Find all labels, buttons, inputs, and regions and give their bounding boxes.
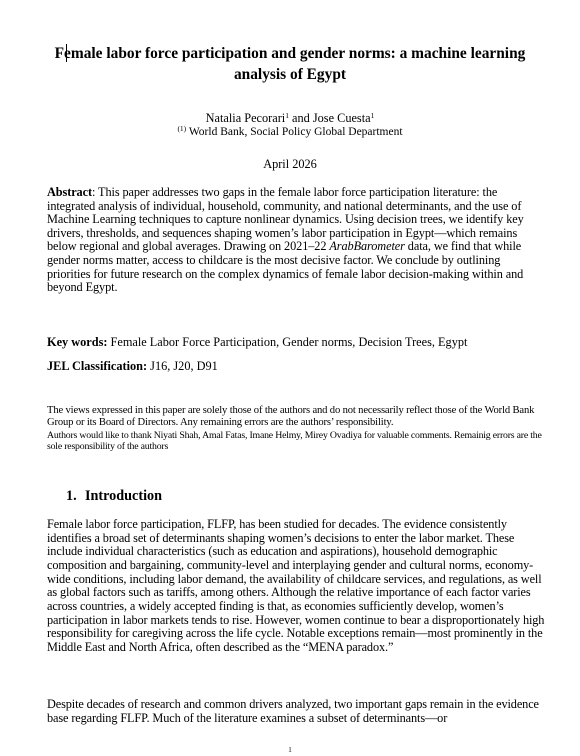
abstract-label: Abstract	[47, 185, 92, 199]
paper-date: April 2026	[263, 157, 317, 171]
page-number: 1	[288, 746, 292, 754]
section-number: 1.	[66, 488, 77, 504]
author-name: Jose Cuesta	[312, 111, 371, 125]
abstract-dataset-name: ArabBarometer	[329, 239, 405, 254]
keywords	[47, 335, 467, 350]
author-conjunction: and	[288, 111, 313, 125]
disclaimer: The views expressed in this paper are solely those of the authors and do not necessarily reflect those of the World Bank Group or its Board of Directors. Any remaining errors are the authors’ responsibility.	[47, 405, 535, 428]
section-title: Introduction	[85, 488, 162, 504]
acknowledgment: Authors would like to thank Niyati Shah, Amal Fatas, Imane Helmy, Mirey Ovadiya for valuable comments. Remainig errors are the sole responsibility of the authors	[47, 430, 542, 452]
author-line	[0, 111, 580, 126]
section-heading	[66, 488, 162, 505]
jel-label: JEL Classification:	[47, 359, 148, 373]
abstract	[47, 186, 533, 295]
abstract-text: data, we find that while gender norms matter, access to childcare is the most decisive factor. We conclude by outlining priorities for future research on the complex dynamics of female labor decision-making within and beyond Egypt.	[47, 239, 524, 295]
abstract-text: : This paper addresses two gaps in the female labor force participation literature: the integrated analysis of individual, household, community, and national determinants, and the use of Machine Learning techniques to capture nonlinear dynamics. Using decision trees, we identify key drivers, thresholds, and sequences shaping women’s labor participation in Egypt—which remains below regional and global averages. Drawing on 2021–22	[47, 185, 524, 254]
author-name: Natalia Pecorari	[205, 111, 286, 125]
keywords-text: Female Labor Force Participation, Gender norms, Decision Trees, Egypt	[107, 335, 468, 349]
keywords-label: Key words:	[47, 335, 108, 349]
affiliation-marker: 1	[285, 111, 289, 120]
affiliation-text: World Bank, Social Policy Global Department	[186, 126, 403, 138]
body-paragraph: Female labor force participation, FLFP, has been studied for decades. The evidence consistently identifies a broad set of determinants shaping women’s decisions to enter the labor market. These include individual characteristics (such as education and aspirations), household demographic composition and bargaining, community-level and interplaying gender and cultural norms, economy-wide conditions, including labor demand, the availability of childcare services, and regulations, as well as global factors such as tariffs, among others. Although the relative importance of each factor varies across countries, a widely accepted finding is that, as economies sufficiently develop, women’s participation in labor markets tends to rise. However, women continue to bear a disproportionately high responsibility for caregiving across the life cycle. Notable exceptions remain—most prominently in the Middle East and North Africa, often described as the “MENA paradox.”	[47, 517, 545, 654]
jel-text: J16, J20, D91	[147, 359, 218, 373]
affiliation-line	[0, 126, 580, 138]
jel-classification	[47, 359, 218, 374]
body-paragraph: Despite decades of research and common drivers analyzed, two important gaps remain in the evidence base regarding FLFP. Much of the literature examines a subset of determinants—or	[47, 697, 539, 725]
paper-title: Female labor force participation and gender norms: a machine learning analysis of Egypt	[54, 45, 526, 83]
affiliation-marker: 1	[370, 111, 375, 120]
affiliation-marker: (1)	[177, 124, 187, 133]
